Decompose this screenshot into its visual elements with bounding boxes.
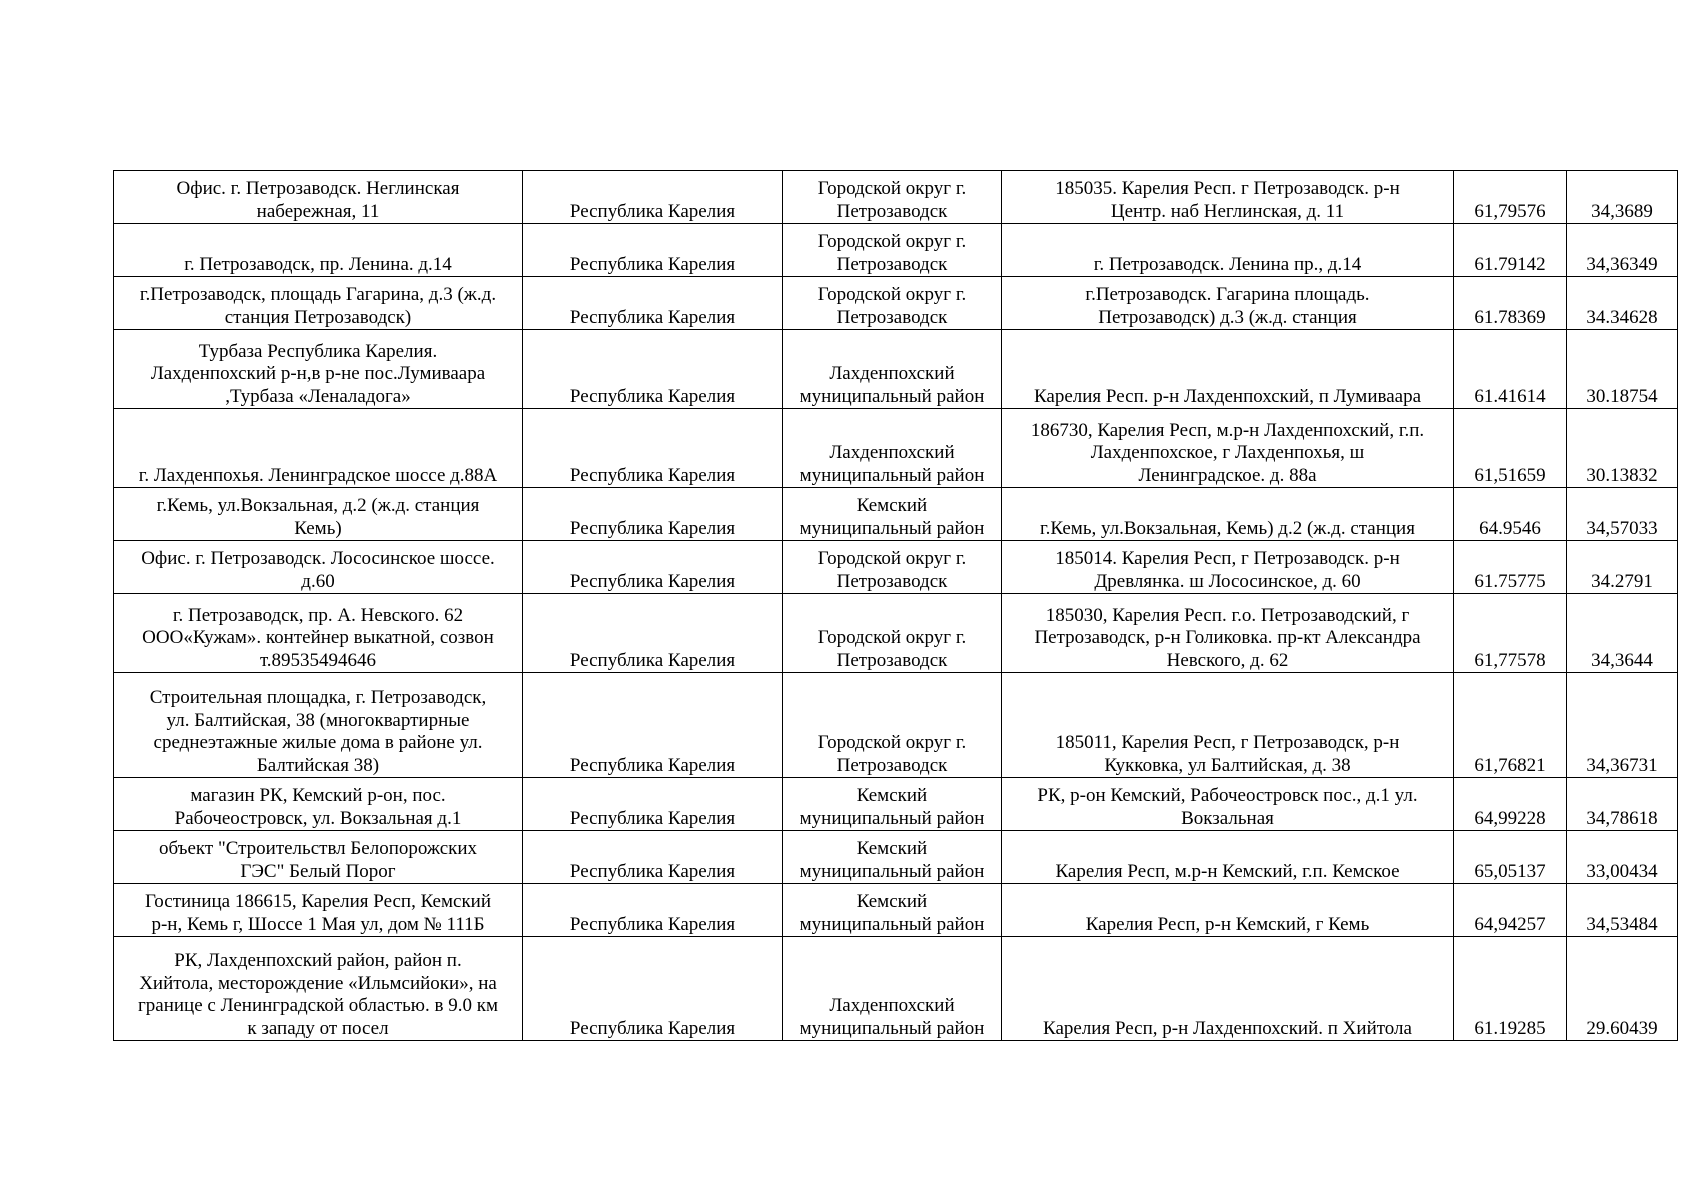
- region-cell: Республика Карелия: [523, 831, 783, 884]
- site-cell: Офис. г. Петрозаводск. Неглинская набережная, 11: [114, 171, 523, 224]
- site-cell: Строительная площадка, г. Петрозаводск, ул. Балтийская, 38 (многоквартирные среднеэтажные жилые дома в районе ул. Балтийская 38): [114, 673, 523, 778]
- table-row: [114, 831, 1678, 884]
- longitude-cell: 34,3644: [1567, 594, 1678, 673]
- longitude-cell: 34,53484: [1567, 884, 1678, 937]
- longitude-cell: 29.60439: [1567, 937, 1678, 1041]
- longitude-cell: 34.2791: [1567, 541, 1678, 594]
- site-cell: г. Петрозаводск, пр. Ленина. д.14: [114, 224, 523, 277]
- address-cell: 186730, Карелия Респ, м.р-н Лахденпохский, г.п. Лахденпохское, г Лахденпохья, ш Ленинградское. д. 88а: [1002, 409, 1454, 488]
- longitude-cell: 34,78618: [1567, 778, 1678, 831]
- longitude-cell: 34,36349: [1567, 224, 1678, 277]
- latitude-cell: 61.41614: [1454, 330, 1567, 409]
- longitude-cell: 30.18754: [1567, 330, 1678, 409]
- address-cell: 185014. Карелия Респ, г Петрозаводск. р-н Древлянка. ш Лососинское, д. 60: [1002, 541, 1454, 594]
- district-cell: Кемский муниципальный район: [783, 488, 1002, 541]
- region-cell: Республика Карелия: [523, 937, 783, 1041]
- site-cell: г.Петрозаводск, площадь Гагарина, д.3 (ж.д. станция Петрозаводск): [114, 277, 523, 330]
- latitude-cell: 64,99228: [1454, 778, 1567, 831]
- table-row: [114, 778, 1678, 831]
- region-cell: Республика Карелия: [523, 541, 783, 594]
- latitude-cell: 64.9546: [1454, 488, 1567, 541]
- district-cell: Городской округ г. Петрозаводск: [783, 594, 1002, 673]
- latitude-cell: 61,51659: [1454, 409, 1567, 488]
- address-cell: Карелия Респ. р-н Лахденпохский, п Лумиваара: [1002, 330, 1454, 409]
- site-cell: магазин РК, Кемский р-он, пос. Рабочеостровск, ул. Вокзальная д.1: [114, 778, 523, 831]
- district-cell: Городской округ г. Петрозаводск: [783, 171, 1002, 224]
- district-cell: Городской округ г. Петрозаводск: [783, 224, 1002, 277]
- region-cell: Республика Карелия: [523, 171, 783, 224]
- latitude-cell: 65,05137: [1454, 831, 1567, 884]
- region-cell: Республика Карелия: [523, 488, 783, 541]
- address-cell: Карелия Респ, м.р-н Кемский, г.п. Кемское: [1002, 831, 1454, 884]
- region-cell: Республика Карелия: [523, 277, 783, 330]
- site-cell: объект "Строительствл Белопорожских ГЭС" Белый Порог: [114, 831, 523, 884]
- address-cell: 185035. Карелия Респ. г Петрозаводск. р-н Центр. наб Неглинская, д. 11: [1002, 171, 1454, 224]
- region-cell: Республика Карелия: [523, 409, 783, 488]
- district-cell: Кемский муниципальный район: [783, 831, 1002, 884]
- table-row: [114, 488, 1678, 541]
- district-cell: Городской округ г. Петрозаводск: [783, 277, 1002, 330]
- longitude-cell: 34,3689: [1567, 171, 1678, 224]
- region-cell: Республика Карелия: [523, 330, 783, 409]
- latitude-cell: 61.19285: [1454, 937, 1567, 1041]
- site-cell: г.Кемь, ул.Вокзальная, д.2 (ж.д. станция Кемь): [114, 488, 523, 541]
- address-cell: г. Петрозаводск. Ленина пр., д.14: [1002, 224, 1454, 277]
- site-cell: г. Петрозаводск, пр. А. Невского. 62 ООО«Кужам». контейнер выкатной, созвон т.89535494646: [114, 594, 523, 673]
- region-cell: Республика Карелия: [523, 673, 783, 778]
- site-cell: г. Лахденпохья. Ленинградское шоссе д.88А: [114, 409, 523, 488]
- address-cell: 185011, Карелия Респ, г Петрозаводск, р-н Кукковка, ул Балтийская, д. 38: [1002, 673, 1454, 778]
- latitude-cell: 64,94257: [1454, 884, 1567, 937]
- district-cell: Кемский муниципальный район: [783, 778, 1002, 831]
- district-cell: Городской округ г. Петрозаводск: [783, 673, 1002, 778]
- address-cell: 185030, Карелия Респ. г.о. Петрозаводский, г Петрозаводск, р-н Голиковка. пр-кт Александра Невского, д. 62: [1002, 594, 1454, 673]
- longitude-cell: 34,36731: [1567, 673, 1678, 778]
- latitude-cell: 61.78369: [1454, 277, 1567, 330]
- address-cell: г.Петрозаводск. Гагарина площадь. Петрозаводск) д.3 (ж.д. станция: [1002, 277, 1454, 330]
- address-cell: Карелия Респ, р-н Лахденпохский. п Хийтола: [1002, 937, 1454, 1041]
- table-row: [114, 330, 1678, 409]
- table-row: [114, 409, 1678, 488]
- site-cell: Турбаза Республика Карелия. Лахденпохский р-н,в р-не пос.Лумиваара ,Турбаза «Леналадога»: [114, 330, 523, 409]
- site-cell: Гостиница 186615, Карелия Респ, Кемский р-н, Кемь г, Шоссе 1 Мая ул, дом № 111Б: [114, 884, 523, 937]
- district-cell: Лахденпохский муниципальный район: [783, 330, 1002, 409]
- table-body: [114, 171, 1678, 1041]
- longitude-cell: 30.13832: [1567, 409, 1678, 488]
- table-row: [114, 673, 1678, 778]
- site-cell: Офис. г. Петрозаводск. Лососинское шоссе. д.60: [114, 541, 523, 594]
- latitude-cell: 61,79576: [1454, 171, 1567, 224]
- table-row: [114, 884, 1678, 937]
- longitude-cell: 33,00434: [1567, 831, 1678, 884]
- region-cell: Республика Карелия: [523, 224, 783, 277]
- site-cell: РК, Лахденпохский район, район п. Хийтола, месторождение «Ильмсийоки», на границе с Ленинградской областью. в 9.0 км к западу от посел: [114, 937, 523, 1041]
- address-cell: г.Кемь, ул.Вокзальная, Кемь) д.2 (ж.д. станция: [1002, 488, 1454, 541]
- table-row: [114, 277, 1678, 330]
- latitude-cell: 61.79142: [1454, 224, 1567, 277]
- latitude-cell: 61.75775: [1454, 541, 1567, 594]
- district-cell: Кемский муниципальный район: [783, 884, 1002, 937]
- address-cell: Карелия Респ, р-н Кемский, г Кемь: [1002, 884, 1454, 937]
- district-cell: Лахденпохский муниципальный район: [783, 409, 1002, 488]
- table-row: [114, 224, 1678, 277]
- latitude-cell: 61,76821: [1454, 673, 1567, 778]
- region-cell: Республика Карелия: [523, 884, 783, 937]
- district-cell: Городской округ г. Петрозаводск: [783, 541, 1002, 594]
- table-row: [114, 594, 1678, 673]
- district-cell: Лахденпохский муниципальный район: [783, 937, 1002, 1041]
- table-row: [114, 171, 1678, 224]
- locations-table: [113, 170, 1678, 1041]
- table-row: [114, 541, 1678, 594]
- address-cell: РК, р-он Кемский, Рабочеостровск пос., д.1 ул. Вокзальная: [1002, 778, 1454, 831]
- longitude-cell: 34.34628: [1567, 277, 1678, 330]
- table-row: [114, 937, 1678, 1041]
- data-table-container: [113, 170, 1677, 1041]
- region-cell: Республика Карелия: [523, 778, 783, 831]
- latitude-cell: 61,77578: [1454, 594, 1567, 673]
- region-cell: Республика Карелия: [523, 594, 783, 673]
- longitude-cell: 34,57033: [1567, 488, 1678, 541]
